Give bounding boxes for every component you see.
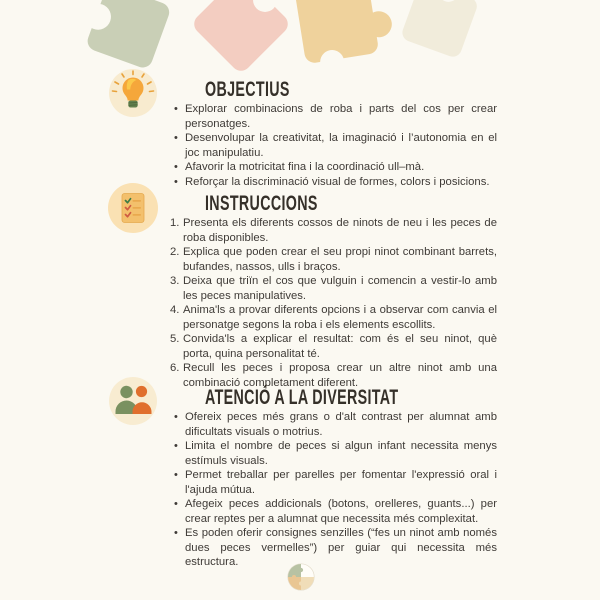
instruccions-list [170, 216, 497, 390]
list-item: Recull les peces i proposa crear un altre ninot amb una combinació completament diferent. [183, 362, 497, 389]
list-item: • Afavorir la motricitat fina i la coordinació ull–mà. [170, 160, 497, 175]
atencio-list [170, 410, 497, 570]
section-heading [205, 78, 497, 101]
section-heading [205, 192, 497, 215]
list-item: • Explorar combinacions de roba i parts del cos per crear personatges. [170, 102, 497, 131]
section-objectius [108, 68, 497, 189]
list-item: Explica que poden crear el seu propi ninot combinant barrets, bufandes, nassos, ulls i braços. [183, 246, 497, 273]
list-item: Deixa que triïn el cos que vulguin i comencin a vestir-lo amb les peces manipulatives. [183, 275, 497, 302]
checklist-icon [108, 183, 158, 233]
list-item: • Desenvolupar la creativitat, la imaginació i l’autonomia en el joc manipulatiu. [170, 131, 497, 160]
list-item: Convida'ls a explicar el resultat: com és el seu ninot, què porta, quina personalitat té. [183, 333, 497, 360]
section-instruccions [108, 182, 497, 390]
list-item: • Es poden oferir consignes senzilles (“fes un ninot amb només dues peces vermelles”) per guiar qui necessita més estructura. [170, 526, 497, 570]
objectius-list [170, 102, 497, 189]
list-item: • Limita el nombre de peces si algun infant necessita menys estímuls visuals. [170, 439, 497, 468]
people-icon [108, 376, 158, 426]
list-item: • Permet treballar per parelles per fomentar l'expressió oral i l'ajuda mútua. [170, 468, 497, 497]
list-item: • Afegeix peces addicionals (botons, orelleres, guants...) per crear reptes per a alumnat que necessita més complexitat. [170, 497, 497, 526]
section-heading [205, 386, 497, 409]
list-item: Presenta els diferents cossos de ninots de neu i les peces de roba disponibles. [183, 217, 497, 244]
section-title-atencio: ATENCIÓ A LA DIVERSITAT [205, 386, 399, 409]
list-item: Anima'ls a provar diferents opcions i a observar com canvia el personatge segons la roba i els elements escollits. [183, 304, 497, 331]
section-atencio-diversitat [108, 376, 497, 570]
puzzle-circle-logo-icon [287, 563, 315, 591]
section-title-instruccions: INSTRUCCIONS [205, 192, 318, 215]
puzzle-piece-tan-icon [282, 0, 402, 77]
list-item: • Reforçar la discriminació visual de formes, colors i posicions. [170, 175, 497, 190]
lightbulb-icon [108, 68, 158, 118]
puzzle-piece-green-icon [74, 0, 184, 78]
list-item: • Ofereix peces més grans o d'alt contrast per alumnat amb dificultats visuals o motrius. [170, 410, 497, 439]
section-title-objectius: OBJECTIUS [205, 78, 290, 101]
puzzle-piece-cream-icon [388, 0, 488, 66]
